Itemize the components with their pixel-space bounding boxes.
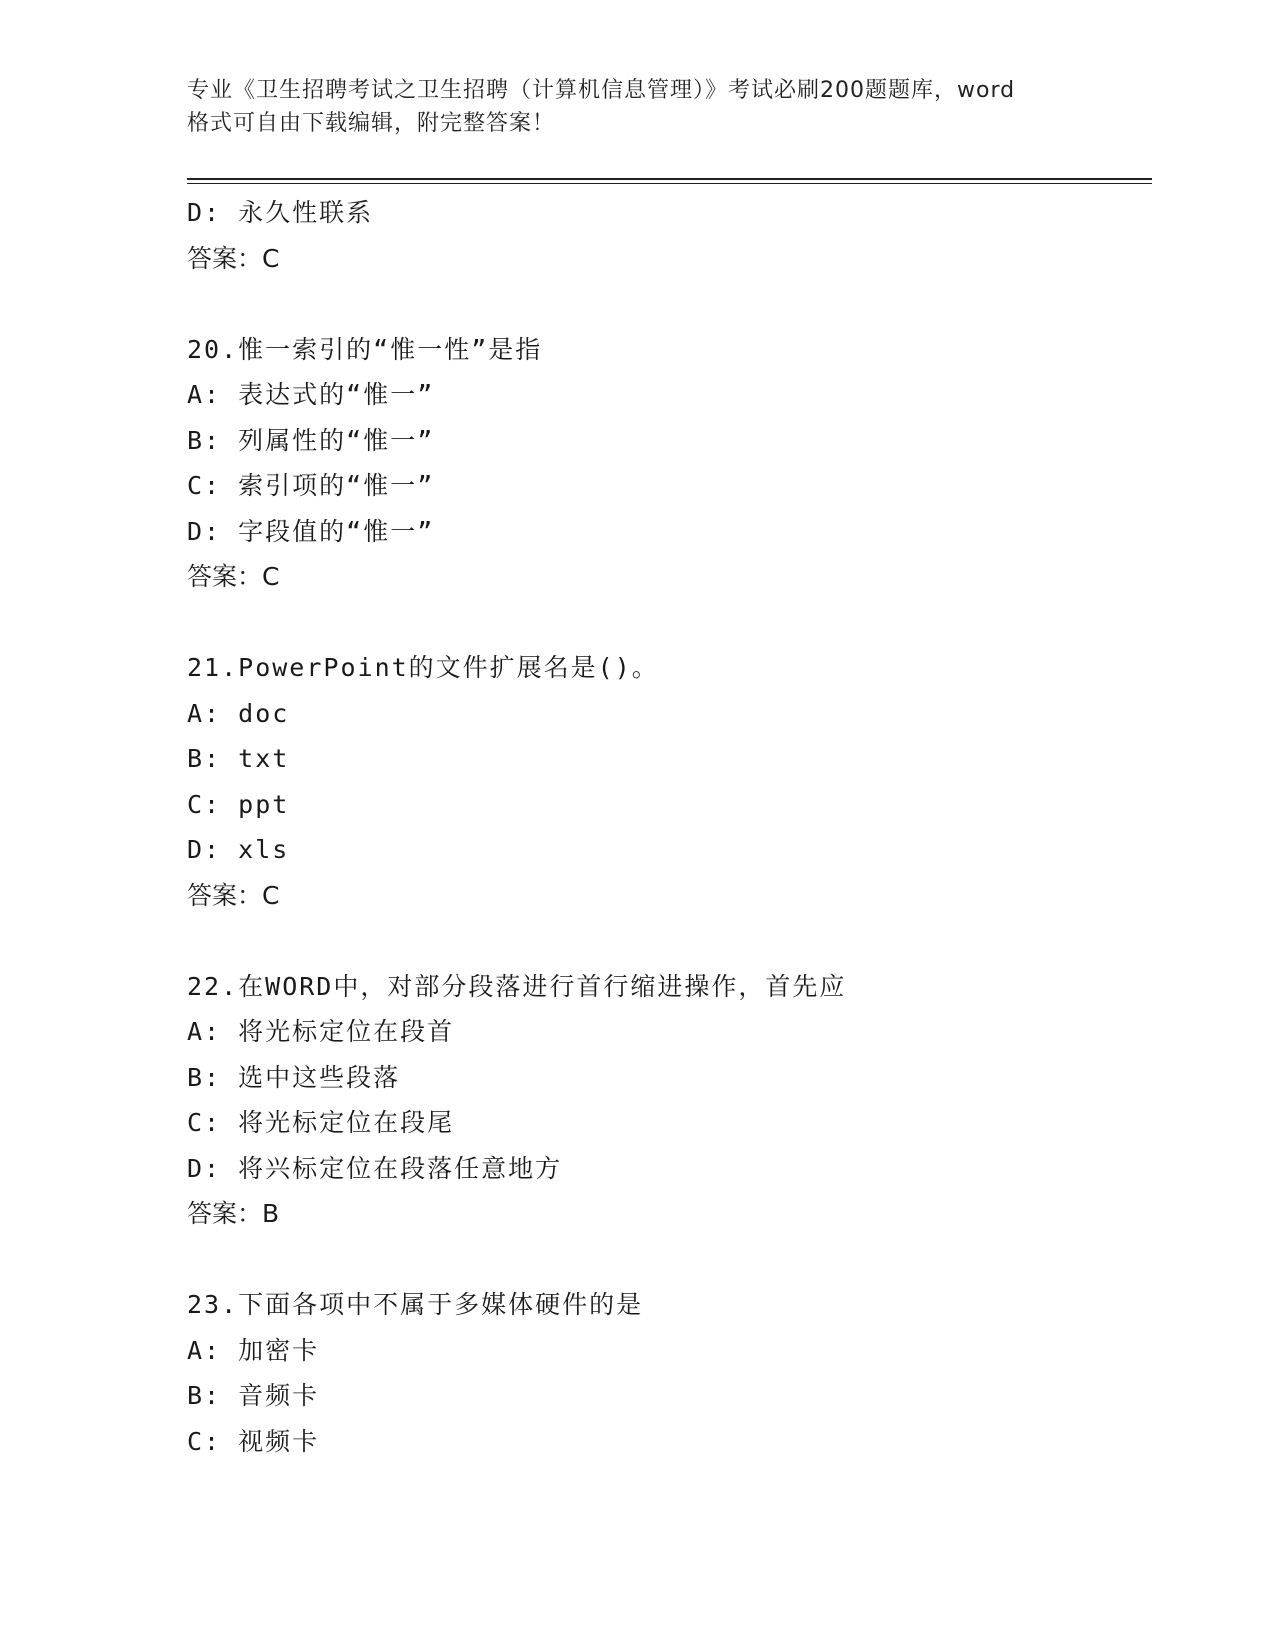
header-rule-thin bbox=[187, 183, 1152, 184]
spacer bbox=[187, 1237, 1147, 1283]
question-23 bbox=[187, 1282, 1147, 1464]
answer-line: 答案：C bbox=[187, 880, 280, 910]
question-stem: 21.PowerPoint的文件扩展名是()。 bbox=[187, 653, 659, 682]
answer-line: 答案：C bbox=[187, 243, 280, 273]
question-stem: 22.在WORD中，对部分段落进行首行缩进操作，首先应 bbox=[187, 971, 847, 1001]
option-c: C: 索引项的“惟一” bbox=[187, 471, 435, 500]
option-d: D: 永久性联系 bbox=[187, 198, 374, 227]
option-a: A: 加密卡 bbox=[187, 1335, 320, 1365]
option-c: C: 视频卡 bbox=[187, 1426, 320, 1456]
spacer bbox=[187, 281, 1147, 327]
option-b: B: 列属性的“惟一” bbox=[187, 425, 435, 455]
question-stem: 20.惟一索引的“惟一性”是指 bbox=[187, 334, 543, 364]
spacer bbox=[187, 600, 1147, 646]
question-22 bbox=[187, 964, 1147, 1237]
option-b: B: 选中这些段落 bbox=[187, 1062, 401, 1092]
partial-question bbox=[187, 190, 1147, 281]
header-rule-thick bbox=[187, 178, 1152, 180]
document-header bbox=[187, 74, 1087, 140]
option-b: B: txt bbox=[187, 744, 290, 773]
option-c: C: 将光标定位在段尾 bbox=[187, 1108, 455, 1137]
option-d: D: 将兴标定位在段落任意地方 bbox=[187, 1153, 563, 1183]
spacer bbox=[187, 918, 1147, 964]
header-line-1: 专业《卫生招聘考试之卫生招聘（计算机信息管理）》考试必刷200题题库，word bbox=[187, 78, 1016, 103]
answer-line: 答案：C bbox=[187, 562, 280, 591]
option-b: B: 音频卡 bbox=[187, 1381, 320, 1410]
question-list bbox=[187, 190, 1147, 1464]
option-a: A: 将光标定位在段首 bbox=[187, 1017, 455, 1046]
question-21 bbox=[187, 645, 1147, 918]
option-c: C: ppt bbox=[187, 789, 290, 819]
answer-line: 答案：B bbox=[187, 1199, 280, 1228]
option-a: A: 表达式的“惟一” bbox=[187, 380, 435, 409]
header-line-2: 格式可自由下载编辑，附完整答案！ bbox=[187, 111, 556, 136]
option-a: A: doc bbox=[187, 698, 290, 728]
option-d: D: xls bbox=[187, 835, 290, 864]
option-d: D: 字段值的“惟一” bbox=[187, 516, 435, 546]
question-stem: 23.下面各项中不属于多媒体硬件的是 bbox=[187, 1290, 644, 1319]
question-20 bbox=[187, 327, 1147, 600]
